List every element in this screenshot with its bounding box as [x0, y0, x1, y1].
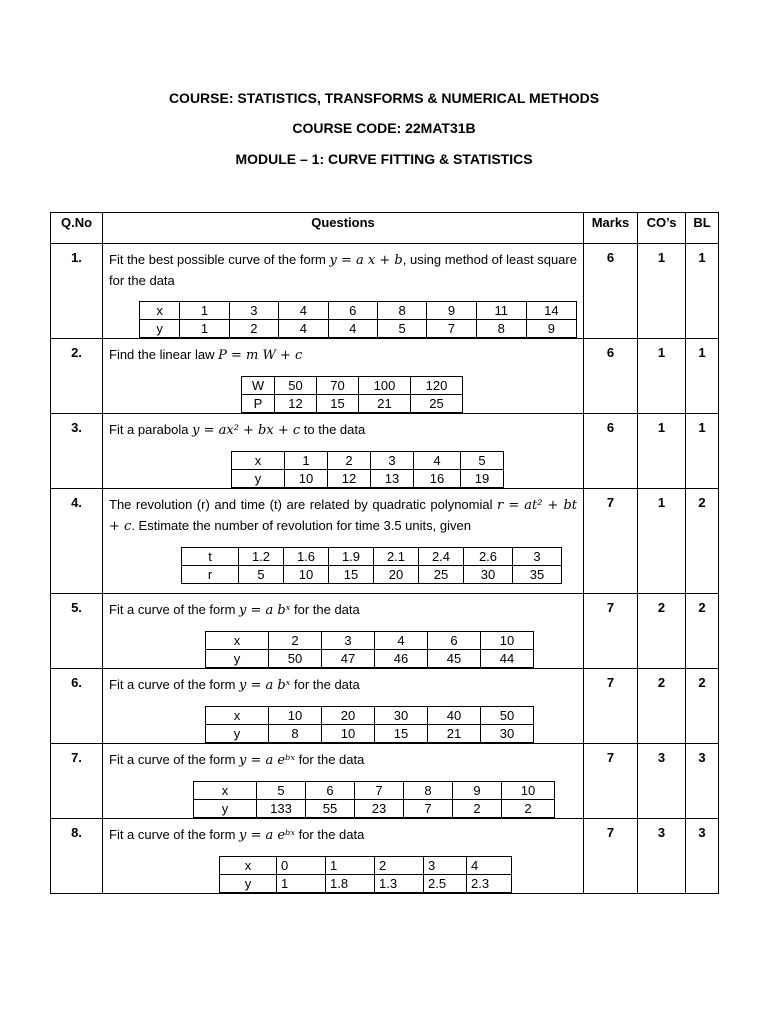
bl-value: 3	[686, 744, 719, 819]
data-cell: 9	[526, 320, 576, 338]
data-cell: 40	[428, 707, 481, 725]
question-formula: y = a bˣ	[239, 603, 291, 618]
data-cell: 1	[180, 320, 229, 338]
question-formula: P = m W + c	[218, 348, 303, 363]
data-cell: 21	[428, 725, 481, 743]
question-text	[109, 600, 577, 621]
question-text-pre: Fit a parabola	[109, 422, 193, 437]
data-cell: 70	[317, 377, 359, 395]
question-formula: y = ax² + bx + c	[192, 423, 301, 438]
data-cell: 3	[322, 632, 375, 650]
question-text-post: for the data	[294, 752, 365, 767]
co-value: 1	[638, 414, 686, 489]
data-cell: 100	[359, 377, 411, 395]
data-variable-label: P	[242, 395, 275, 413]
data-cell: 3	[229, 302, 278, 320]
data-cell: 6	[306, 782, 355, 800]
data-cell: 16	[414, 470, 461, 488]
data-cell: 9	[453, 782, 502, 800]
data-table	[219, 856, 512, 893]
data-cell: 5	[377, 320, 426, 338]
co-value: 1	[638, 489, 686, 594]
question-text	[109, 825, 577, 846]
question-text	[109, 250, 577, 291]
question-number: 8.	[51, 819, 103, 894]
header-bl: BL	[686, 213, 719, 244]
marks-value: 7	[584, 819, 638, 894]
marks-value: 7	[584, 489, 638, 594]
data-cell: 4	[328, 320, 377, 338]
data-row	[232, 452, 504, 470]
question-row	[51, 244, 719, 339]
co-value: 1	[638, 244, 686, 339]
question-cell	[103, 819, 584, 894]
question-text-post: for the data	[294, 827, 365, 842]
data-cell: 5	[239, 566, 284, 584]
data-cell: 7	[427, 320, 476, 338]
question-number: 1.	[51, 244, 103, 339]
question-formula: y = a x + b	[329, 253, 403, 268]
data-cell: 4	[279, 320, 328, 338]
data-cell: 35	[513, 566, 562, 584]
data-table	[205, 706, 534, 743]
data-cell: 50	[275, 377, 317, 395]
data-cell: 50	[269, 650, 322, 668]
data-cell: 2	[453, 800, 502, 818]
data-cell: 5	[257, 782, 306, 800]
data-table	[181, 547, 562, 584]
data-cell: 4	[375, 632, 428, 650]
marks-value: 6	[584, 339, 638, 414]
header-questions: Questions	[103, 213, 584, 244]
data-cell: 1.3	[375, 875, 424, 893]
data-cell: 3	[424, 857, 467, 875]
data-row	[206, 650, 534, 668]
question-row	[51, 594, 719, 669]
data-cell: 23	[355, 800, 404, 818]
question-text	[109, 675, 577, 696]
data-table	[231, 451, 504, 488]
data-table	[193, 781, 555, 818]
data-cell: 1	[277, 875, 326, 893]
question-text-pre: The revolution (r) and time (t) are related by quadratic polynomial	[109, 497, 498, 512]
data-cell: 2	[502, 800, 555, 818]
data-row	[220, 875, 512, 893]
bl-value: 1	[686, 414, 719, 489]
question-text	[109, 420, 577, 441]
bl-value: 2	[686, 669, 719, 744]
data-cell: 50	[481, 707, 534, 725]
data-cell: 1.9	[329, 548, 374, 566]
question-row	[51, 819, 719, 894]
question-cell	[103, 489, 584, 594]
question-row	[51, 414, 719, 489]
data-row	[140, 320, 577, 338]
marks-value: 6	[584, 244, 638, 339]
data-cell: 12	[328, 470, 371, 488]
marks-value: 7	[584, 669, 638, 744]
question-formula: y = a eᵇˣ	[239, 753, 295, 768]
data-cell: 14	[526, 302, 576, 320]
data-cell: 20	[374, 566, 419, 584]
question-text-pre: Fit the best possible curve of the form	[109, 252, 330, 267]
data-cell: 1	[285, 452, 328, 470]
question-text-pre: Fit a curve of the form	[109, 602, 240, 617]
question-row	[51, 744, 719, 819]
data-cell: 10	[285, 470, 328, 488]
data-row	[140, 302, 577, 320]
course-code: COURSE CODE: 22MAT31B	[292, 120, 476, 136]
data-cell: 7	[355, 782, 404, 800]
data-cell: 13	[371, 470, 414, 488]
data-variable-label: x	[220, 857, 277, 875]
co-value: 2	[638, 594, 686, 669]
data-cell: 46	[375, 650, 428, 668]
data-cell: 9	[427, 302, 476, 320]
data-cell: 4	[414, 452, 461, 470]
question-formula: y = a bˣ	[239, 678, 291, 693]
data-variable-label: r	[182, 566, 239, 584]
course-title: COURSE: STATISTICS, TRANSFORMS & NUMERICAL METHODS	[168, 90, 600, 106]
data-cell: 8	[404, 782, 453, 800]
bl-value: 1	[686, 244, 719, 339]
question-number: 7.	[51, 744, 103, 819]
marks-value: 7	[584, 744, 638, 819]
data-cell: 6	[328, 302, 377, 320]
data-table	[241, 376, 463, 413]
data-cell: 25	[411, 395, 463, 413]
question-row	[51, 489, 719, 594]
marks-value: 6	[584, 414, 638, 489]
header-qno: Q.No	[51, 213, 103, 244]
data-cell: 8	[269, 725, 322, 743]
data-row	[206, 707, 534, 725]
data-cell: 6	[428, 632, 481, 650]
question-text-post: to the data	[300, 422, 366, 437]
data-cell: 1.2	[239, 548, 284, 566]
data-cell: 4	[467, 857, 512, 875]
data-variable-label: x	[194, 782, 257, 800]
data-cell: 2.3	[467, 875, 512, 893]
data-cell: 20	[322, 707, 375, 725]
header-marks: Marks	[584, 213, 638, 244]
data-row	[242, 395, 463, 413]
question-number: 2.	[51, 339, 103, 414]
data-cell: 0	[277, 857, 326, 875]
question-formula: r = at² + bt + c	[109, 498, 577, 534]
data-cell: 19	[461, 470, 504, 488]
data-cell: 1	[326, 857, 375, 875]
data-row	[232, 470, 504, 488]
data-cell: 30	[464, 566, 513, 584]
marks-value: 7	[584, 594, 638, 669]
data-row	[194, 800, 555, 818]
data-row	[182, 548, 562, 566]
data-cell: 30	[481, 725, 534, 743]
data-cell: 2	[229, 320, 278, 338]
question-cell	[103, 414, 584, 489]
data-row	[194, 782, 555, 800]
data-cell: 2.6	[464, 548, 513, 566]
data-variable-label: x	[206, 632, 269, 650]
question-cell	[103, 744, 584, 819]
data-cell: 12	[275, 395, 317, 413]
data-cell: 133	[257, 800, 306, 818]
data-cell: 7	[404, 800, 453, 818]
data-variable-label: t	[182, 548, 239, 566]
question-text	[109, 750, 577, 771]
data-cell: 10	[284, 566, 329, 584]
question-cell	[103, 244, 584, 339]
data-cell: 30	[375, 707, 428, 725]
bl-value: 2	[686, 489, 719, 594]
data-row	[242, 377, 463, 395]
data-cell: 2.1	[374, 548, 419, 566]
data-cell: 3	[371, 452, 414, 470]
data-cell: 1	[180, 302, 229, 320]
question-text-pre: Fit a curve of the form	[109, 677, 240, 692]
bl-value: 1	[686, 339, 719, 414]
data-cell: 10	[502, 782, 555, 800]
bl-value: 2	[686, 594, 719, 669]
question-number: 4.	[51, 489, 103, 594]
data-cell: 44	[481, 650, 534, 668]
data-cell: 1.8	[326, 875, 375, 893]
data-cell: 15	[317, 395, 359, 413]
data-cell: 10	[322, 725, 375, 743]
data-variable-label: y	[194, 800, 257, 818]
data-variable-label: y	[140, 320, 180, 338]
data-cell: 5	[461, 452, 504, 470]
data-row	[206, 725, 534, 743]
data-cell: 25	[419, 566, 464, 584]
data-cell: 2	[375, 857, 424, 875]
question-text-pre: Fit a curve of the form	[109, 827, 240, 842]
question-cell	[103, 669, 584, 744]
data-variable-label: y	[206, 650, 269, 668]
question-text-post: for the data	[290, 602, 360, 617]
co-value: 3	[638, 819, 686, 894]
data-row	[206, 632, 534, 650]
data-cell: 120	[411, 377, 463, 395]
data-cell: 47	[322, 650, 375, 668]
question-row	[51, 669, 719, 744]
data-row	[182, 566, 562, 584]
co-value: 2	[638, 669, 686, 744]
questions-table	[50, 212, 719, 894]
data-variable-label: y	[206, 725, 269, 743]
question-formula: y = a eᵇˣ	[239, 828, 295, 843]
data-cell: 2.4	[419, 548, 464, 566]
data-cell: 8	[377, 302, 426, 320]
co-value: 3	[638, 744, 686, 819]
header-cos: CO’s	[638, 213, 686, 244]
data-variable-label: x	[206, 707, 269, 725]
question-text-post: , using method of least square for the data	[109, 252, 577, 288]
table-header-row	[51, 213, 719, 244]
module-title: MODULE – 1: CURVE FITTING & STATISTICS	[235, 151, 533, 167]
question-text-post: for the data	[290, 677, 360, 692]
data-cell: 2	[328, 452, 371, 470]
co-value: 1	[638, 339, 686, 414]
data-cell: 8	[476, 320, 526, 338]
data-variable-label: x	[232, 452, 285, 470]
data-cell: 21	[359, 395, 411, 413]
data-cell: 2.5	[424, 875, 467, 893]
data-variable-label: y	[232, 470, 285, 488]
data-variable-label: x	[140, 302, 180, 320]
data-cell: 1.6	[284, 548, 329, 566]
data-table	[139, 301, 577, 338]
question-number: 6.	[51, 669, 103, 744]
data-cell: 15	[375, 725, 428, 743]
data-cell: 2	[269, 632, 322, 650]
data-table	[205, 631, 534, 668]
data-cell: 10	[269, 707, 322, 725]
data-cell: 45	[428, 650, 481, 668]
question-text	[109, 345, 577, 366]
question-number: 3.	[51, 414, 103, 489]
data-cell: 4	[279, 302, 328, 320]
data-cell: 55	[306, 800, 355, 818]
data-variable-label: y	[220, 875, 277, 893]
data-cell: 11	[476, 302, 526, 320]
question-row	[51, 339, 719, 414]
question-text	[109, 495, 577, 537]
data-cell: 3	[513, 548, 562, 566]
data-variable-label: W	[242, 377, 275, 395]
question-cell	[103, 339, 584, 414]
data-cell: 10	[481, 632, 534, 650]
question-cell	[103, 594, 584, 669]
question-text-post: . Estimate the number of revolution for time 3.5 units, given	[131, 518, 471, 533]
bl-value: 3	[686, 819, 719, 894]
question-text-pre: Fit a curve of the form	[109, 752, 240, 767]
data-cell: 15	[329, 566, 374, 584]
data-row	[220, 857, 512, 875]
question-text-pre: Find the linear law	[109, 347, 219, 362]
question-number: 5.	[51, 594, 103, 669]
